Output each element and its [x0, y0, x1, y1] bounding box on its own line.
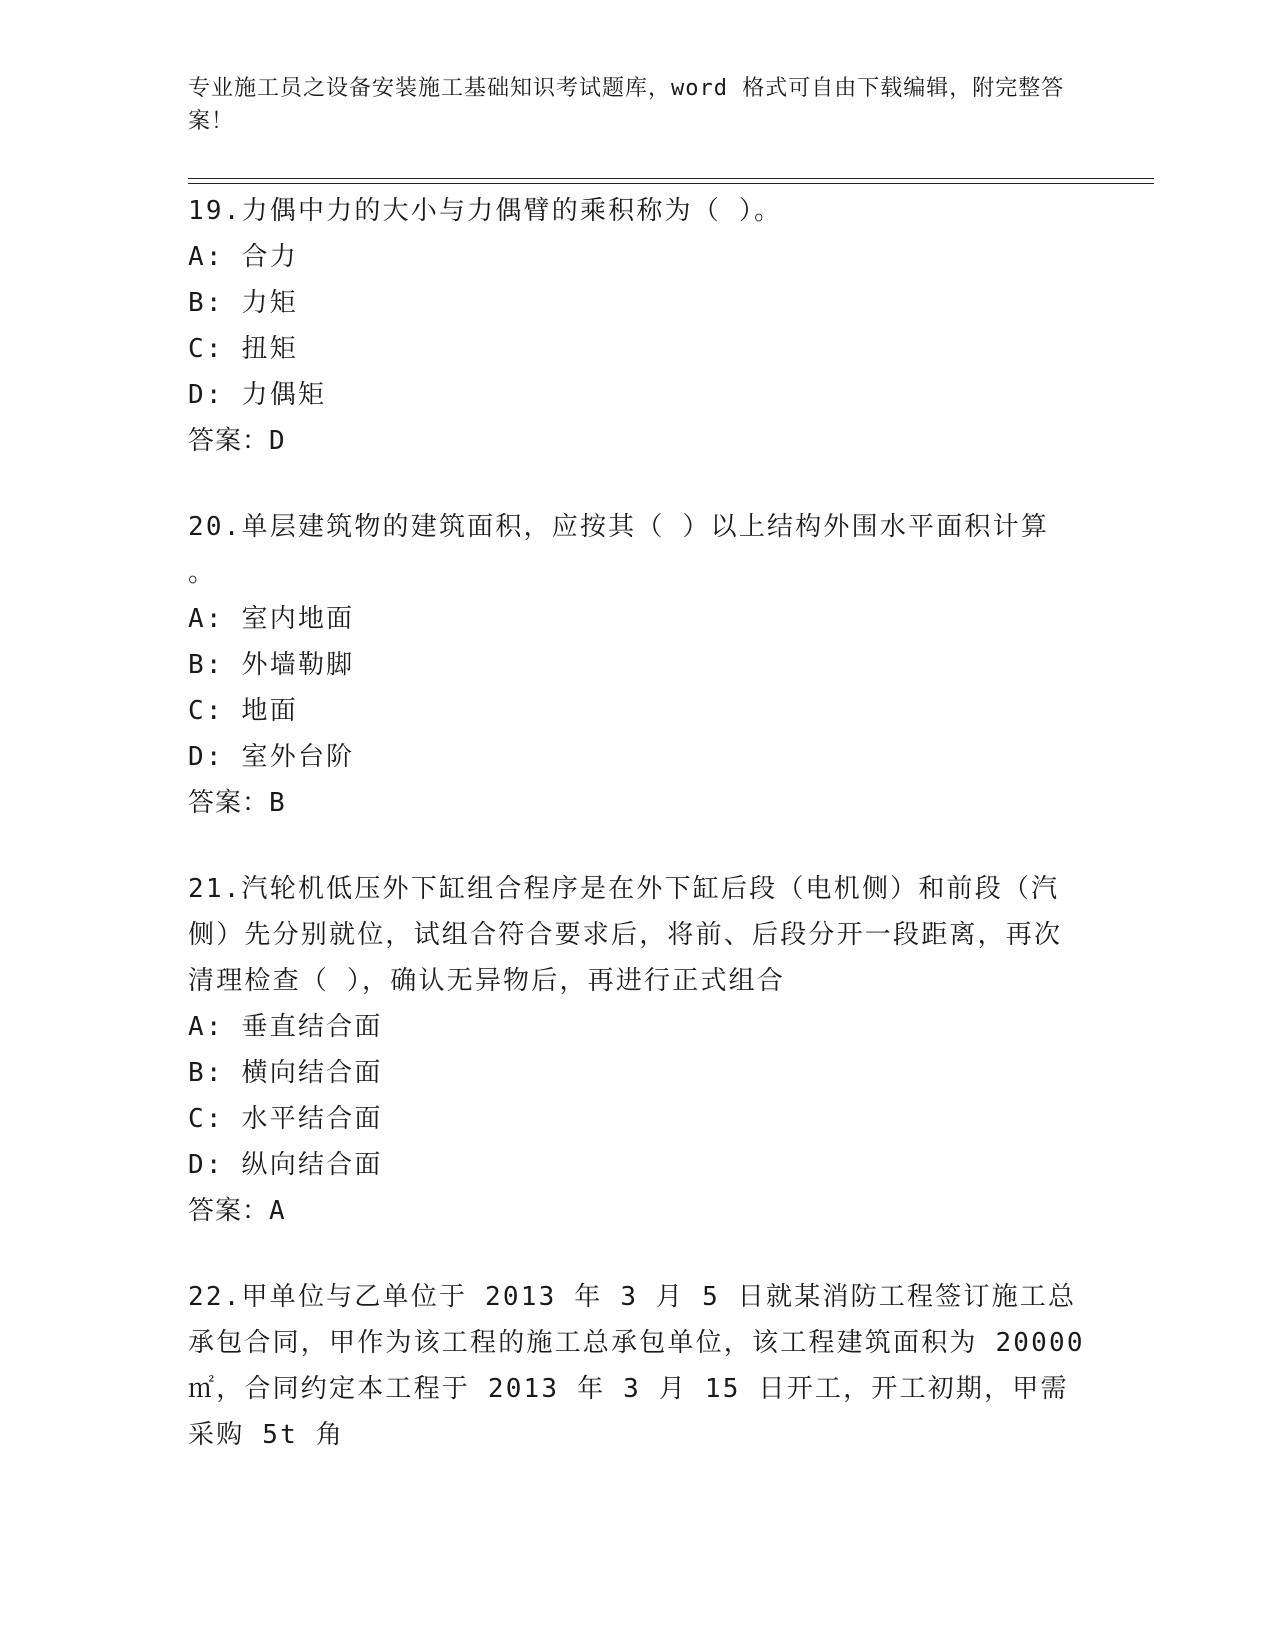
option-c: C: 地面 [188, 696, 298, 726]
option-c: C: 水平结合面 [188, 1104, 383, 1134]
answer-line [188, 1188, 1088, 1234]
question-text: 21.汽轮机低压外下缸组合程序是在外下缸后段（电机侧）和前段（汽侧）先分别就位，试组合符合要求后，将前、后段分开一段距离，再次清理检查（ ），确认无异物后，再进行正式组合 [188, 874, 1063, 996]
question-text: 19.力偶中力的大小与力偶臂的乘积称为（ ）。 [188, 196, 783, 226]
option-d: D: 力偶矩 [188, 380, 327, 410]
answer-value: B [269, 788, 286, 818]
option-c: C: 扭矩 [188, 334, 298, 364]
answer-line [188, 780, 1088, 826]
question-22 [188, 1274, 1088, 1458]
question-text: 22.甲单位与乙单位于 2013 年 3 月 5 日就某消防工程签订施工总承包合同，甲作为该工程的施工总承包单位，该工程建筑面积为 20000㎡，合同约定本工程于 2013 年 3 月 15 日开工，开工初期，甲需采购 5t 角 [188, 1282, 1085, 1450]
option-b: B: 外墙勒脚 [188, 650, 355, 680]
header-divider-top [188, 178, 1154, 179]
option-b: B: 横向结合面 [188, 1058, 383, 1088]
header-divider-bottom [188, 183, 1154, 184]
answer-line [188, 418, 1088, 464]
document-header: 专业施工员之设备安装施工基础知识考试题库，word 格式可自由下载编辑，附完整答案！ [188, 76, 1065, 134]
question-21 [188, 866, 1088, 1234]
answer-label: 答案： [188, 1196, 270, 1226]
option-a: A: 垂直结合面 [188, 1012, 383, 1042]
answer-label: 答案： [188, 426, 270, 456]
answer-value: A [269, 1196, 286, 1226]
question-list [188, 188, 1088, 1498]
question-text: 20.单层建筑物的建筑面积，应按其（ ）以上结构外围水平面积计算 。 [188, 512, 1050, 588]
question-19 [188, 188, 1088, 464]
answer-value: D [269, 426, 286, 456]
option-d: D: 室外台阶 [188, 742, 355, 772]
option-d: D: 纵向结合面 [188, 1150, 383, 1180]
option-a: A: 室内地面 [188, 604, 355, 634]
option-a: A: 合力 [188, 242, 298, 272]
option-b: B: 力矩 [188, 288, 298, 318]
question-20 [188, 504, 1088, 826]
answer-label: 答案： [188, 788, 270, 818]
